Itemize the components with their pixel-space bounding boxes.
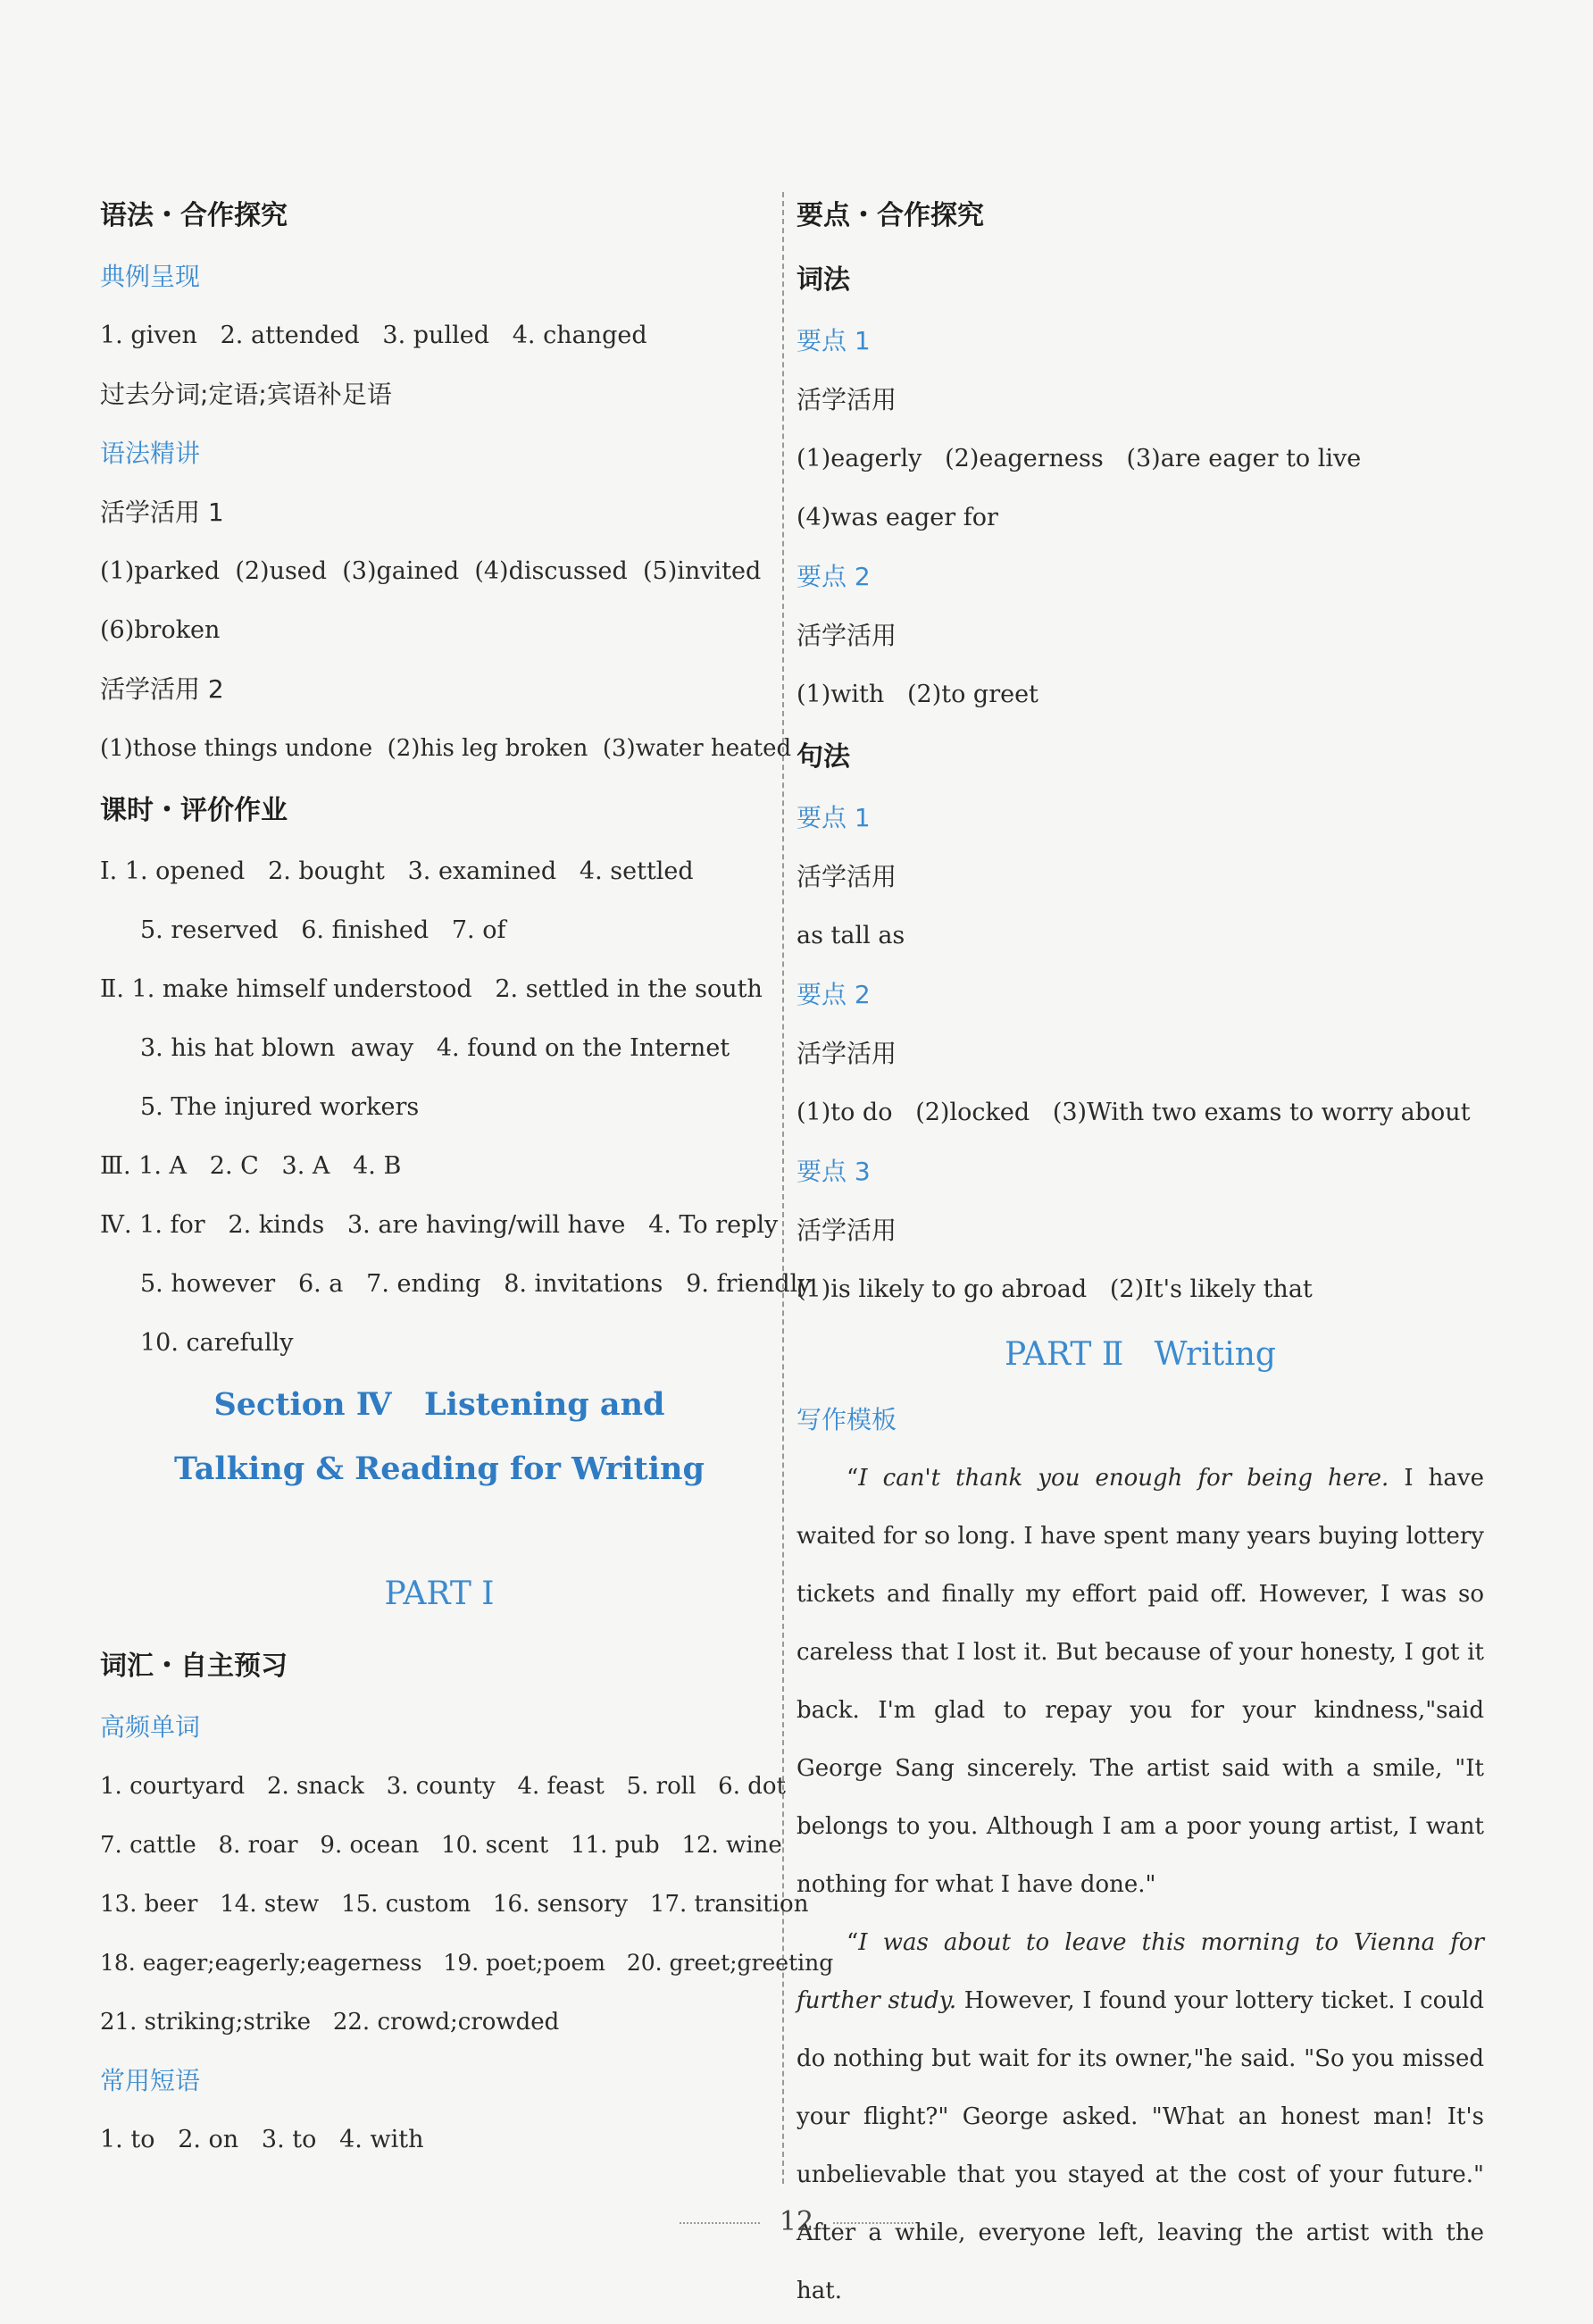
vocab-line: 18. eager;eagerly;eagerness 19. poet;poem 20. greet;greeting	[100, 1950, 834, 1976]
homework-heading: 课时・评价作业	[100, 795, 288, 826]
writing-paragraph-2: “I was about to leave this morning to Vienna for further study. However, I found your lottery ticket. I could do nothing but wait for its owner,"he said. "So you missed your flight?" George asked. "What an honest man! It's unbelievable that you stayed at the cost of your future." After a while, everyone left, leaving the artist with the hat.	[796, 1929, 1485, 2304]
homework-line: 5. however 6. a 7. ending 8. invitations 9. friendly	[140, 1270, 812, 1298]
vocab-line: 7. cattle 8. roar 9. ocean 10. scent 11. pub 12. wine	[100, 1832, 782, 1859]
page-number	[0, 2206, 1593, 2237]
vocab-line: 1. courtyard 2. snack 3. county 4. feast 5. roll 6. dot	[100, 1773, 787, 1800]
keypoint-2: 要点 2	[796, 562, 871, 591]
practice1-label: 活学活用 1	[100, 497, 224, 527]
keypoint-1-answers-2: (4)was eager for	[796, 504, 998, 531]
lexis-heading: 词法	[796, 264, 850, 296]
paragraph-1-text: I have waited for so long. I have spent many years buying lottery tickets and finally my effort paid off. However, I was so careless that I lost it. But because of your honesty, I got it back. I'm glad to repay you for your kindness,"said George Sang sincerely. The artist said with a smile, "It belongs to you. Although I am a poor young artist, I want nothing for what I have done."	[796, 1465, 1484, 1898]
page-number-left-ornament	[680, 2222, 760, 2224]
homework-line: 5. reserved 6. finished 7. of	[140, 916, 506, 944]
examples-note: 过去分词;定语;宾语补足语	[100, 380, 392, 409]
keypoints-heading: 要点・合作探究	[796, 200, 984, 231]
paragraph-2-quote: I was about to leave this morning to Vienna for further study.	[796, 1929, 1484, 2014]
column-divider	[782, 192, 784, 2184]
section-title-line2: Talking & Reading for Writing	[174, 1450, 705, 1487]
homework-line: Ⅱ. 1. make himself understood 2. settled in the south	[100, 975, 763, 1003]
syntax-heading: 句法	[796, 741, 850, 773]
homework-line: 3. his hat blown away 4. found on the Internet	[140, 1034, 730, 1062]
grammar-heading: 语法・合作探究	[100, 200, 288, 231]
keypoint-2-answers: (1)with (2)to greet	[796, 681, 1038, 708]
writing-template-subheading: 写作模板	[796, 1405, 897, 1434]
paragraph-2-text: However, I found your lottery ticket. I could do nothing but wait for its owner,"he said. "So you missed your flight?" George asked. "What an honest man! It's unbelievable that you stayed at the cost of your future." After a while, everyone left, leaving the artist with the hat.	[796, 1987, 1485, 2304]
keypoint-2-practice: 活学活用	[796, 621, 897, 650]
phrases-subheading: 常用短语	[100, 2066, 201, 2095]
vocab-line: 21. striking;strike 22. crowd;crowded	[100, 2009, 560, 2036]
right-column	[796, 183, 1484, 2320]
paragraph-1-quote: I can't thank you enough for being here.	[858, 1465, 1389, 1492]
keypoint-1-practice: 活学活用	[796, 385, 897, 414]
practice1-answers-2: (6)broken	[100, 616, 221, 644]
keypoint-1: 要点 1	[796, 326, 871, 355]
syntax-keypoint-3-answers: (1)is likely to go abroad (2)It's likely that	[796, 1275, 1313, 1303]
grammar-detail-subheading: 语法精讲	[100, 439, 201, 468]
syntax-keypoint-2-answers: (1)to do (2)locked (3)With two exams to worry about	[796, 1099, 1471, 1126]
homework-line: 10. carefully	[140, 1329, 294, 1357]
examples-subheading: 典例呈现	[100, 262, 201, 291]
syntax-keypoint-2-practice: 活学活用	[796, 1039, 897, 1068]
page-number-right-ornament	[833, 2222, 913, 2224]
homework-line: 5. The injured workers	[140, 1093, 420, 1121]
syntax-keypoint-2: 要点 2	[796, 980, 871, 1009]
syntax-keypoint-1-practice: 活学活用	[796, 862, 897, 891]
vocab-line: 13. beer 14. stew 15. custom 16. sensory 17. transition	[100, 1891, 809, 1918]
part-one-title: PART Ⅰ	[384, 1576, 495, 1612]
vocab-heading: 词汇・自主预习	[100, 1651, 288, 1682]
homework-line: Ⅳ. 1. for 2. kinds 3. are having/will have 4. To reply	[100, 1211, 779, 1239]
page-number-value: 12	[779, 2206, 814, 2237]
writing-paragraph-1: “I can't thank you enough for being here. I have waited for so long. I have spent many years buying lottery tickets and finally my effort paid off. However, I was so careless that I lost it. But because of your honesty, I got it back. I'm glad to repay you for your kindness,"said George Sang sincerely. The artist said with a smile, "It belongs to you. Although I am a poor young artist, I want nothing for what I have done."	[796, 1465, 1484, 1898]
section-title-line1: Section Ⅳ Listening and	[213, 1386, 665, 1423]
homework-line: Ⅲ. 1. A 2. C 3. A 4. B	[100, 1152, 402, 1180]
practice1-answers-1: (1)parked (2)used (3)gained (4)discussed (5)invited	[100, 557, 762, 585]
practice2-answers: (1)those things undone (2)his leg broken (3)water heated	[100, 735, 792, 762]
syntax-keypoint-3: 要点 3	[796, 1157, 871, 1186]
freq-words-subheading: 高频单词	[100, 1712, 201, 1742]
examples-answers: 1. given 2. attended 3. pulled 4. changed	[100, 322, 647, 349]
syntax-keypoint-1-answers: as tall as	[796, 922, 905, 949]
keypoint-1-answers-1: (1)eagerly (2)eagerness (3)are eager to live	[796, 445, 1362, 472]
practice2-label: 活学活用 2	[100, 674, 224, 704]
phrases-answers: 1. to 2. on 3. to 4. with	[100, 2126, 424, 2153]
homework-line: Ⅰ. 1. opened 2. bought 3. examined 4. settled	[100, 857, 694, 885]
syntax-keypoint-3-practice: 活学活用	[796, 1216, 897, 1245]
syntax-keypoint-1: 要点 1	[796, 803, 871, 832]
part-two-title: PART Ⅱ Writing	[1005, 1336, 1276, 1373]
